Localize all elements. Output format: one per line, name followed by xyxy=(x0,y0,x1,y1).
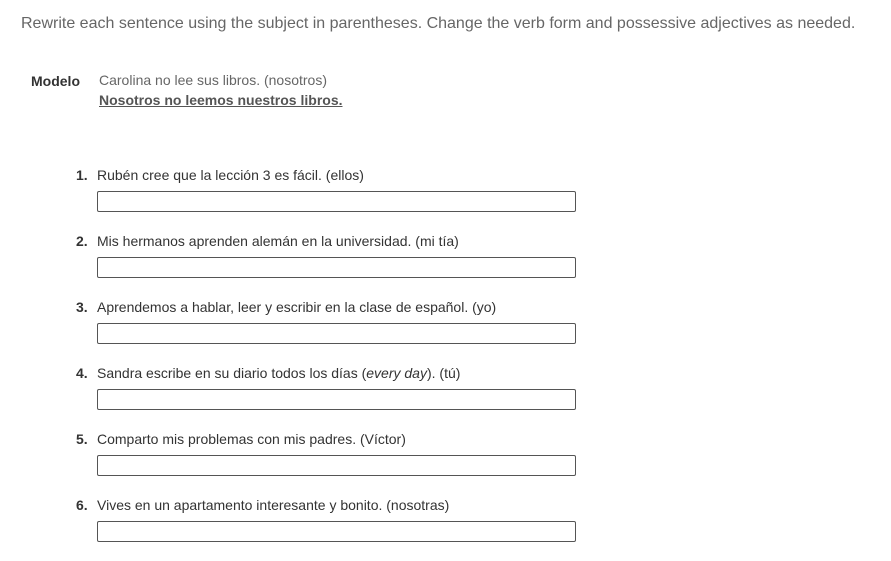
item-prompt: Comparto mis problemas con mis padres. (Víctor) xyxy=(97,431,406,447)
answer-input-5[interactable] xyxy=(97,455,576,476)
answer-input-4[interactable] xyxy=(97,389,576,410)
item-prompt: Mis hermanos aprenden alemán en la universidad. (mi tía) xyxy=(97,233,459,249)
item-number: 2. xyxy=(76,233,88,249)
answer-input-6[interactable] xyxy=(97,521,576,542)
modelo-answer: Nosotros no leemos nuestros libros. xyxy=(99,92,343,108)
instructions-text: Rewrite each sentence using the subject in parentheses. Change the verb form and possessive adjectives as needed. xyxy=(21,15,856,32)
exercise-item-3 xyxy=(0,299,891,359)
item-prompt-italic: every day xyxy=(366,365,427,381)
modelo-prompt: Carolina no lee sus libros. (nosotros) xyxy=(99,72,327,88)
modelo-label: Modelo xyxy=(31,73,80,89)
item-prompt-text: ). (tú) xyxy=(426,365,461,381)
exercise-item-1 xyxy=(0,167,891,227)
item-number: 5. xyxy=(76,431,88,447)
exercise-item-2 xyxy=(0,233,891,293)
item-number: 6. xyxy=(76,497,88,513)
item-number: 4. xyxy=(76,365,88,381)
exercise-item-5 xyxy=(0,431,891,491)
item-prompt: Vives en un apartamento interesante y bonito. (nosotras) xyxy=(97,497,450,513)
answer-input-2[interactable] xyxy=(97,257,576,278)
exercise-item-6 xyxy=(0,497,891,557)
item-number: 1. xyxy=(76,167,88,183)
item-number: 3. xyxy=(76,299,88,315)
item-prompt-text: Sandra escribe en su diario todos los días ( xyxy=(97,365,367,381)
item-prompt: Aprendemos a hablar, leer y escribir en la clase de español. (yo) xyxy=(97,299,497,315)
answer-input-3[interactable] xyxy=(97,323,576,344)
item-prompt xyxy=(97,365,460,381)
exercise-item-4 xyxy=(0,365,891,425)
answer-input-1[interactable] xyxy=(97,191,576,212)
item-prompt: Rubén cree que la lección 3 es fácil. (ellos) xyxy=(97,167,364,183)
